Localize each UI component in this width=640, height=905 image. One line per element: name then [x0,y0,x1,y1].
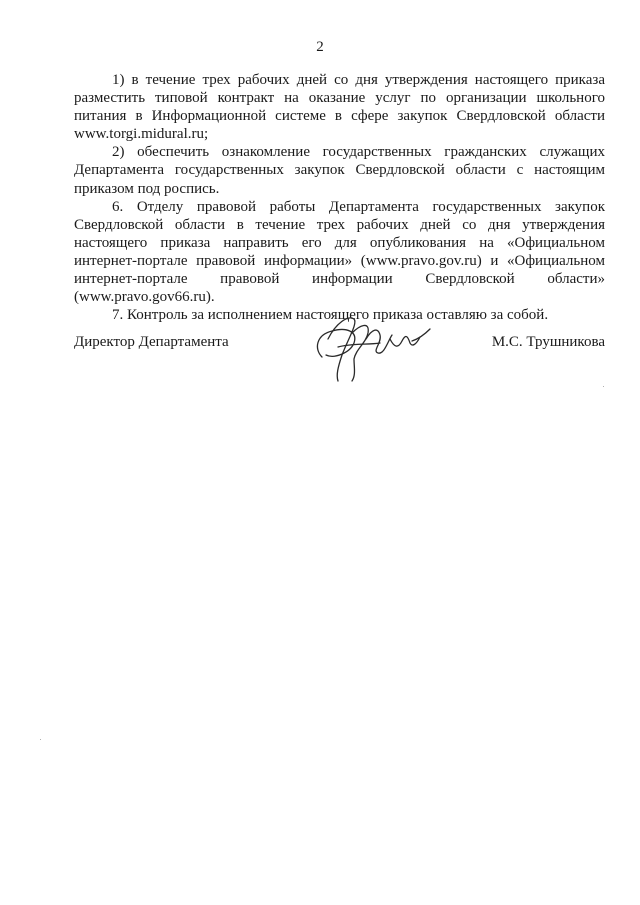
paragraph-item-1: 1) в течение трех рабочих дней со дня утверждения настоящего приказа разместить типовой контракт на оказание услуг по организации школьного питания в Информационной системе в сфере закупок Свердловской области www.torgi.midural.ru; [74,72,605,143]
scan-speck [40,739,41,740]
paragraph-item-6: 6. Отделу правовой работы Департамента государственных закупок Свердловской области в течение трех рабочих дней со дня утверждения настоящего приказа направить его для опубликования на «Официальном интернет-портале правовой информации» (www.pravo.gov.ru) и «Официальном интернет-портале правовой информации Свердловской области» (www.pravo.gov66.ru). [74,198,605,306]
signatory-position: Директор Департамента [74,334,229,350]
paragraph-item-2: 2) обеспечить ознакомление государственных гражданских служащих Департамента государственных закупок Свердловской области с настоящим приказом под роспись. [74,144,605,197]
paragraph-item-7: 7. Контроль за исполнением настоящего приказа оставляю за собой. [112,307,549,324]
handwritten-signature [308,305,438,387]
document-body [74,71,605,324]
scan-speck [603,386,604,387]
signatory-name: М.С. Трушникова [491,334,605,350]
page-number: 2 [316,39,324,55]
